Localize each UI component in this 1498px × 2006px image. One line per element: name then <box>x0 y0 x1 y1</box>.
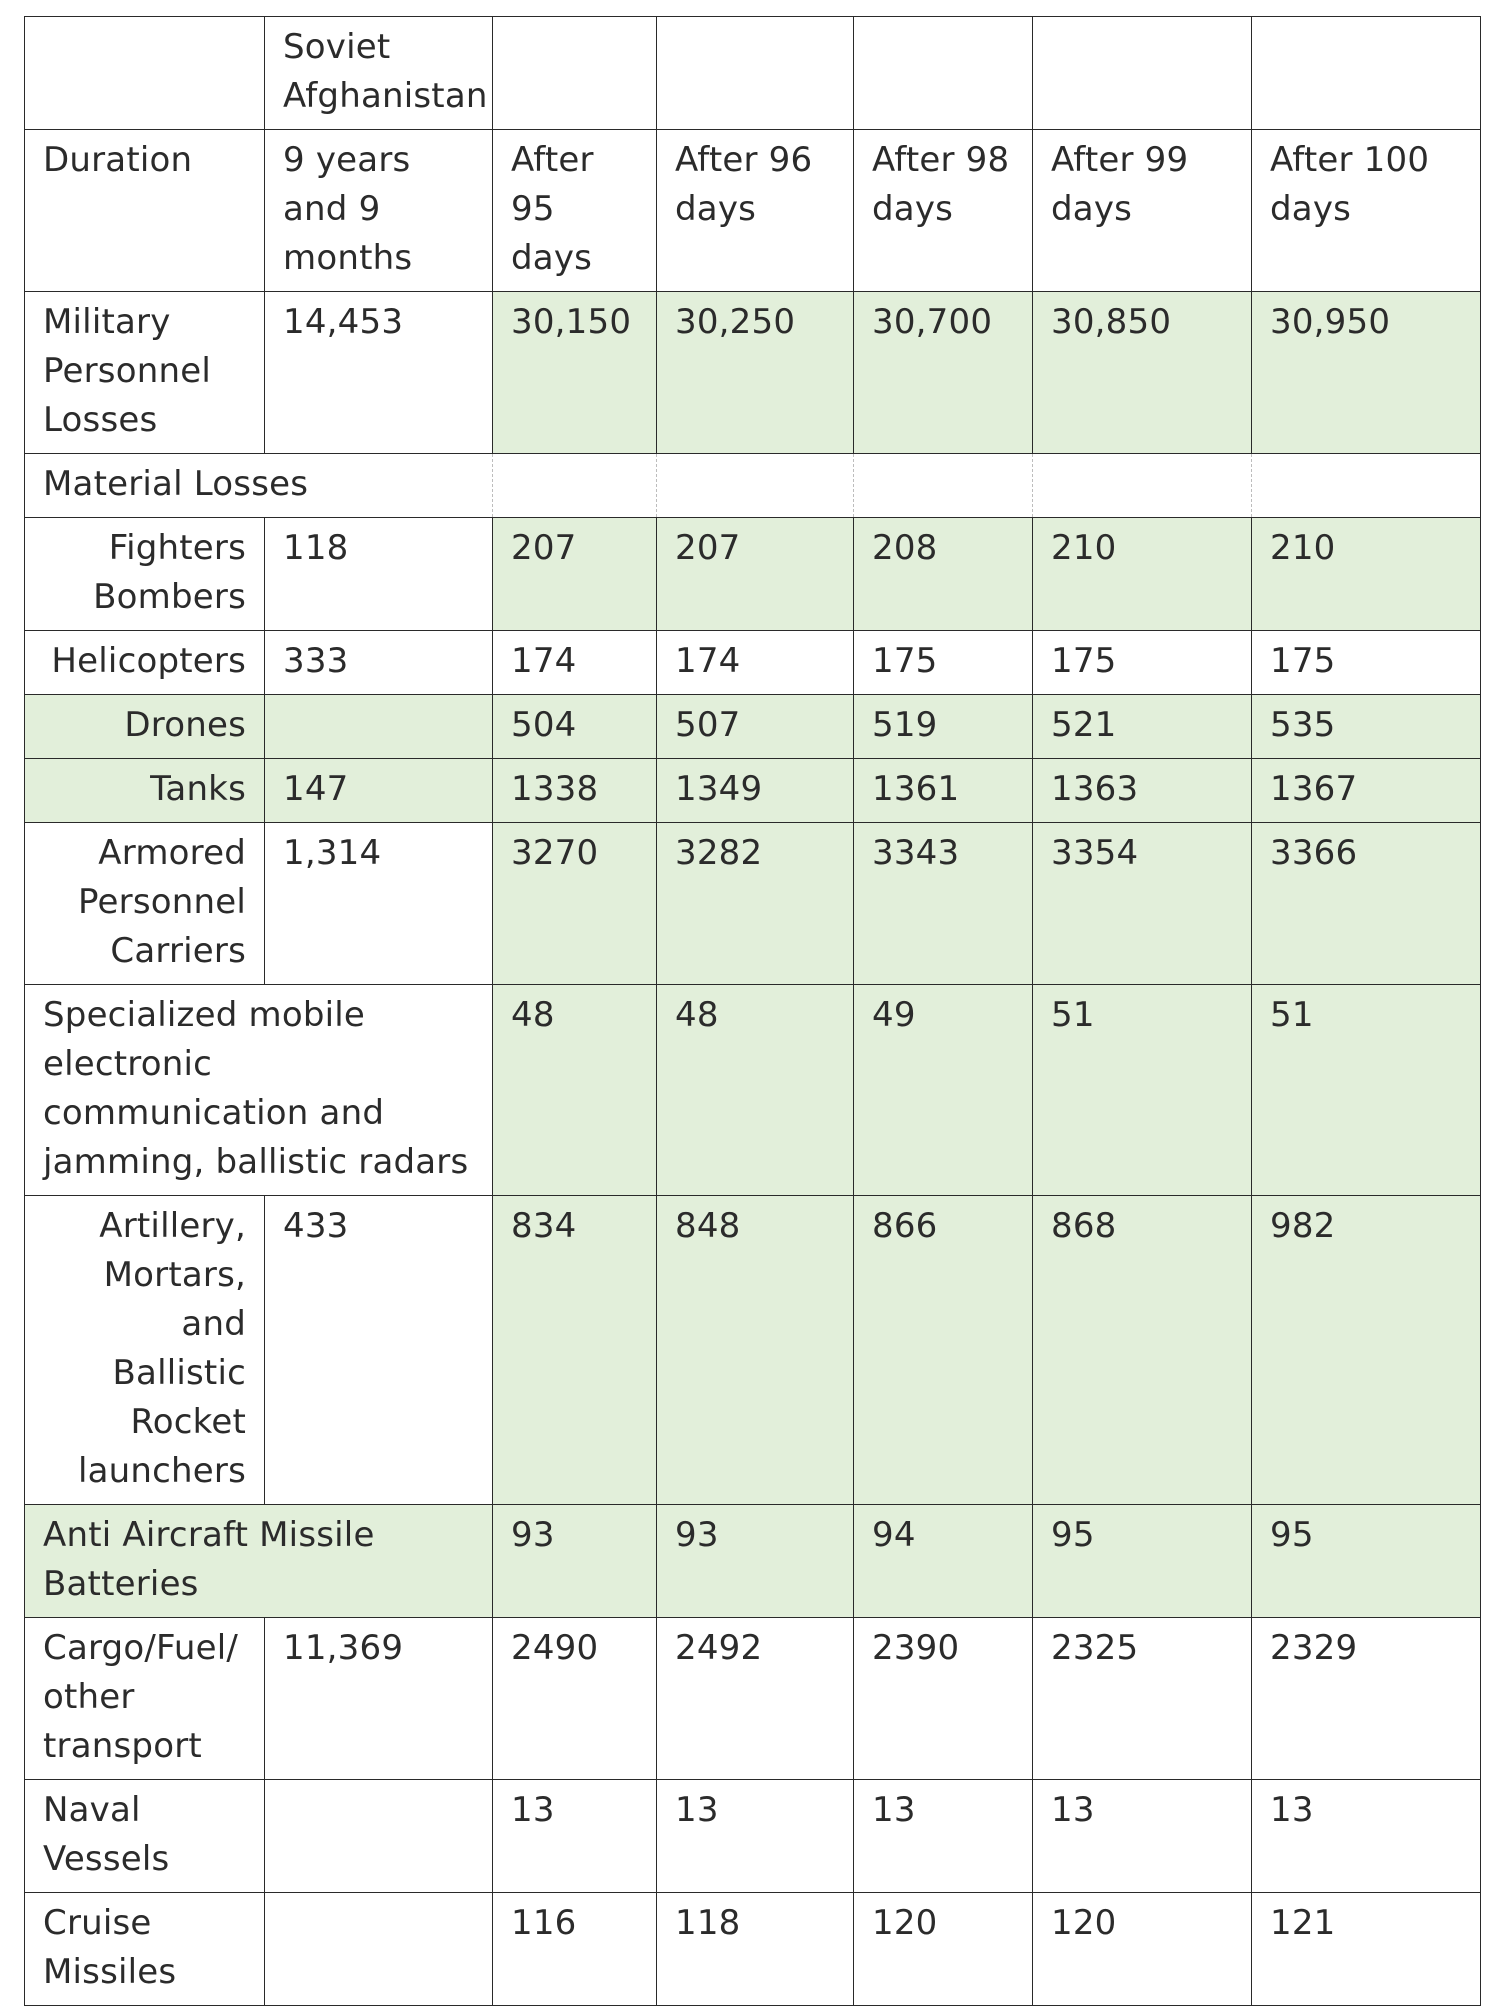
value-cell: 207 <box>657 518 854 631</box>
value-cell: 51 <box>1033 985 1252 1196</box>
value-cell: 94 <box>854 1505 1033 1618</box>
artillery-row <box>25 1196 1481 1505</box>
value-cell: 535 <box>1252 695 1481 759</box>
value-cell: 116 <box>493 1893 657 2006</box>
soviet-value: 9 years and 9 months <box>265 130 493 292</box>
value-cell: 3354 <box>1033 823 1252 985</box>
value-cell: 93 <box>493 1505 657 1618</box>
value-cell: 2329 <box>1252 1618 1481 1780</box>
value-cell: 504 <box>493 695 657 759</box>
value-cell: 30,850 <box>1033 292 1252 454</box>
value-cell: 30,150 <box>493 292 657 454</box>
helicopters-row <box>25 631 1481 695</box>
cruise-row <box>25 1893 1481 2006</box>
row-label: Tanks <box>25 759 265 823</box>
value-cell: 207 <box>493 518 657 631</box>
soviet-value: 118 <box>265 518 493 631</box>
value-cell: 2325 <box>1033 1618 1252 1780</box>
value-cell: 1361 <box>854 759 1033 823</box>
column-label: After 98 days <box>854 130 1033 292</box>
value-cell: 13 <box>854 1780 1033 1893</box>
soviet-value: 147 <box>265 759 493 823</box>
value-cell: 2492 <box>657 1618 854 1780</box>
value-cell: 174 <box>657 631 854 695</box>
drones-row <box>25 695 1481 759</box>
value-cell: 175 <box>1033 631 1252 695</box>
row-label: Military Personnel Losses <box>25 292 265 454</box>
soviet-value <box>265 695 493 759</box>
soviet-value: 14,453 <box>265 292 493 454</box>
row-label: Duration <box>25 130 265 292</box>
value-cell: 121 <box>1252 1893 1481 2006</box>
empty-header-cell <box>1252 17 1481 130</box>
column-label: After 95 days <box>493 130 657 292</box>
column-label: After 96 days <box>657 130 854 292</box>
empty-header-cell <box>657 17 854 130</box>
empty-cell <box>1033 454 1252 518</box>
empty-header-cell <box>1033 17 1252 130</box>
value-cell: 521 <box>1033 695 1252 759</box>
empty-cell <box>854 454 1033 518</box>
value-cell: 208 <box>854 518 1033 631</box>
value-cell: 3343 <box>854 823 1033 985</box>
column-label: After 99 days <box>1033 130 1252 292</box>
soviet-afghanistan-header: Soviet Afghanistan <box>265 17 493 130</box>
value-cell: 1363 <box>1033 759 1252 823</box>
value-cell: 175 <box>854 631 1033 695</box>
soviet-value: 333 <box>265 631 493 695</box>
value-cell: 13 <box>1033 1780 1252 1893</box>
soviet-value <box>265 1780 493 1893</box>
value-cell: 3270 <box>493 823 657 985</box>
value-cell: 210 <box>1252 518 1481 631</box>
empty-header-cell <box>854 17 1033 130</box>
naval-row <box>25 1780 1481 1893</box>
value-cell: 2490 <box>493 1618 657 1780</box>
row-label: Armored Personnel Carriers <box>25 823 265 985</box>
cargo-row <box>25 1618 1481 1780</box>
value-cell: 3366 <box>1252 823 1481 985</box>
empty-cell <box>493 454 657 518</box>
row-label: Drones <box>25 695 265 759</box>
material-losses-row <box>25 454 1481 518</box>
value-cell: 1367 <box>1252 759 1481 823</box>
value-cell: 1349 <box>657 759 854 823</box>
value-cell: 48 <box>657 985 854 1196</box>
value-cell: 174 <box>493 631 657 695</box>
section-label: Material Losses <box>25 454 493 518</box>
row-label: Naval Vessels <box>25 1780 265 1893</box>
value-cell: 866 <box>854 1196 1033 1505</box>
value-cell: 834 <box>493 1196 657 1505</box>
value-cell: 30,700 <box>854 292 1033 454</box>
value-cell: 95 <box>1033 1505 1252 1618</box>
row-label: Helicopters <box>25 631 265 695</box>
fighters-row <box>25 518 1481 631</box>
value-cell: 1338 <box>493 759 657 823</box>
specialized-row <box>25 985 1481 1196</box>
empty-header-cell <box>25 17 265 130</box>
empty-header-cell <box>493 17 657 130</box>
empty-cell <box>1252 454 1481 518</box>
value-cell: 210 <box>1033 518 1252 631</box>
anti-aircraft-row <box>25 1505 1481 1618</box>
row-label: Specialized mobile electronic communication and jamming, ballistic radars <box>25 985 493 1196</box>
losses-comparison-table <box>24 16 1481 2006</box>
value-cell: 507 <box>657 695 854 759</box>
row-label: Anti Aircraft Missile Batteries <box>25 1505 493 1618</box>
header-row <box>25 17 1481 130</box>
row-label: Cruise Missiles <box>25 1893 265 2006</box>
value-cell: 13 <box>1252 1780 1481 1893</box>
row-label: Artillery, Mortars, and Ballistic Rocket launchers <box>25 1196 265 1505</box>
value-cell: 3282 <box>657 823 854 985</box>
soviet-value: 1,314 <box>265 823 493 985</box>
row-label: Fighters Bombers <box>25 518 265 631</box>
value-cell: 30,250 <box>657 292 854 454</box>
apc-row <box>25 823 1481 985</box>
value-cell: 120 <box>854 1893 1033 2006</box>
value-cell: 848 <box>657 1196 854 1505</box>
value-cell: 175 <box>1252 631 1481 695</box>
row-label: Cargo/Fuel/ other transport <box>25 1618 265 1780</box>
value-cell: 49 <box>854 985 1033 1196</box>
value-cell: 93 <box>657 1505 854 1618</box>
personnel-row <box>25 292 1481 454</box>
column-label: After 100 days <box>1252 130 1481 292</box>
value-cell: 120 <box>1033 1893 1252 2006</box>
value-cell: 13 <box>493 1780 657 1893</box>
value-cell: 13 <box>657 1780 854 1893</box>
value-cell: 519 <box>854 695 1033 759</box>
value-cell: 48 <box>493 985 657 1196</box>
soviet-value: 433 <box>265 1196 493 1505</box>
empty-cell <box>657 454 854 518</box>
value-cell: 982 <box>1252 1196 1481 1505</box>
value-cell: 51 <box>1252 985 1481 1196</box>
value-cell: 30,950 <box>1252 292 1481 454</box>
value-cell: 2390 <box>854 1618 1033 1780</box>
soviet-value <box>265 1893 493 2006</box>
tanks-row <box>25 759 1481 823</box>
duration-row <box>25 130 1481 292</box>
value-cell: 868 <box>1033 1196 1252 1505</box>
value-cell: 95 <box>1252 1505 1481 1618</box>
soviet-value: 11,369 <box>265 1618 493 1780</box>
value-cell: 118 <box>657 1893 854 2006</box>
